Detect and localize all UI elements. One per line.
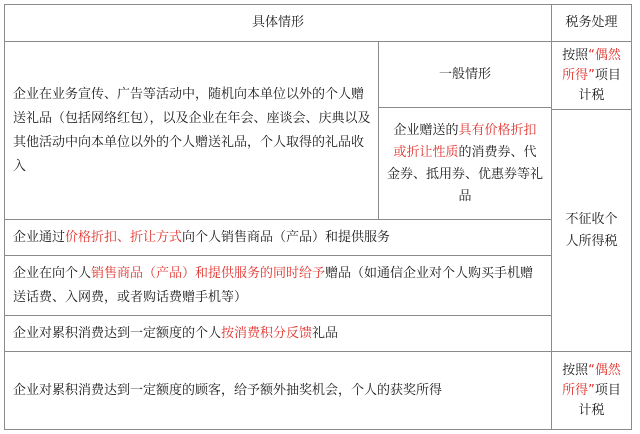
row1-tax-treatment (552, 42, 631, 109)
row1-discount-highlight: 具有价格折扣或折让性质 (393, 122, 537, 160)
row1-description (5, 42, 378, 219)
row5-tax-suffix: 项目计税 (578, 382, 621, 418)
row1-tax-suffix: 项目计税 (578, 67, 621, 103)
row1-discount-suffix: 的消费券、代金券、抵用券、优惠券等礼品 (387, 144, 544, 204)
no-tax-treatment: 不征收个人所得税 (565, 211, 618, 249)
row5-tax-highlight: “偶然所得” (562, 362, 621, 398)
tax-treatment-table (4, 4, 632, 430)
row4-description (5, 316, 551, 351)
row4-suffix: 礼品 (312, 325, 339, 341)
row1-tax-highlight: “偶然所得” (562, 47, 621, 83)
row2-prefix: 企业通过 (13, 229, 66, 245)
row1-discount-prefix: 企业赠送的 (393, 122, 459, 138)
row2-suffix: 向个人销售商品（产品）和提供服务 (182, 229, 391, 245)
row1-desc-text: 企业在业务宣传、广告等活动中，随机向本单位以外的个人赠送礼品（包括网络红包），以及企业在年会、座谈会、庆典以及其他活动中向本单位以外的个人赠送礼品，个人取得的礼品收入 (13, 86, 371, 174)
row1-general-case: 一般情形 (438, 66, 491, 82)
header-treatment: 税务处理 (565, 15, 618, 30)
row3-description (5, 256, 551, 315)
row4-prefix: 企业对累积消费达到一定额度的个人 (13, 325, 222, 341)
row3-highlight: 销售商品（产品）和提供服务的同时给予 (91, 265, 326, 281)
row1-tax-prefix: 按照 (562, 47, 589, 63)
row3-suffix: 赠品（如通信企业对个人购买手机赠送话费、入网费，或者购话费赠手机等） (13, 265, 534, 305)
row1-discount-case (379, 108, 551, 219)
row3-prefix: 企业在向个人 (13, 265, 92, 281)
row2-highlight: 价格折扣、折让方式 (65, 229, 183, 245)
row5-tax-prefix: 按照 (562, 362, 589, 378)
row2-description (5, 220, 551, 255)
row5-tax-treatment (552, 352, 631, 429)
header-situation: 具体情形 (251, 15, 304, 30)
row5-description: 企业对累积消费达到一定额度的顾客，给予额外抽奖机会，个人的获奖所得 (13, 382, 443, 398)
row4-highlight: 按消费积分反馈 (221, 325, 313, 341)
